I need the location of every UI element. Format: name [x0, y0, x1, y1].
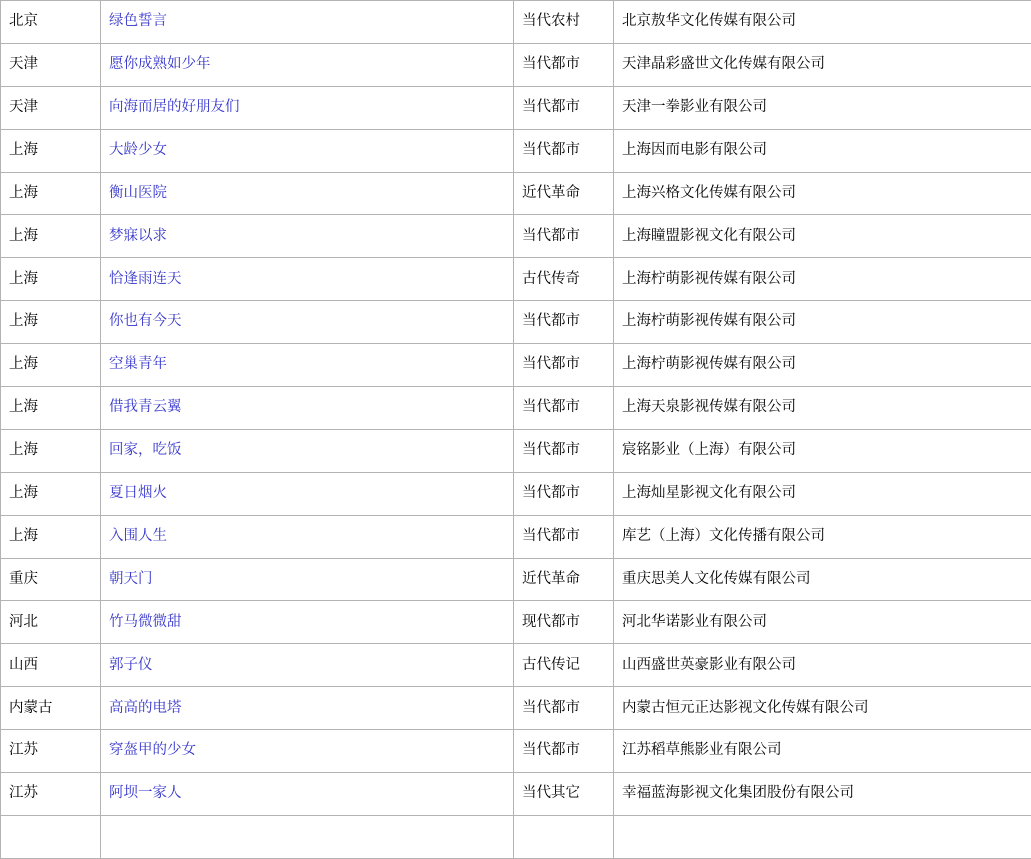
- cell-title[interactable]: [101, 815, 514, 858]
- cell-title[interactable]: [101, 515, 514, 558]
- cell-genre: 古代传奇: [514, 258, 614, 301]
- title-link[interactable]: 竹马微微甜: [109, 614, 182, 630]
- cell-title[interactable]: [101, 773, 514, 816]
- title-link[interactable]: 梦寐以求: [109, 228, 167, 244]
- cell-company: [614, 815, 1031, 858]
- cell-title[interactable]: [101, 215, 514, 258]
- cell-region: 山西: [1, 644, 101, 687]
- table-row: [1, 215, 1031, 258]
- table-row: [1, 687, 1031, 730]
- cell-company: 上海灿星影视文化有限公司: [614, 472, 1031, 515]
- table-row: [1, 601, 1031, 644]
- title-link[interactable]: 你也有今天: [109, 313, 182, 329]
- cell-genre: 当代都市: [514, 730, 614, 773]
- cell-region: 上海: [1, 344, 101, 387]
- cell-title[interactable]: [101, 1, 514, 44]
- cell-title[interactable]: [101, 172, 514, 215]
- cell-company: 上海瞳盟影视文化有限公司: [614, 215, 1031, 258]
- cell-title[interactable]: [101, 301, 514, 344]
- cell-genre: 当代都市: [514, 472, 614, 515]
- title-link[interactable]: 回家，吃饭: [109, 442, 182, 458]
- cell-region: 上海: [1, 301, 101, 344]
- table-row: [1, 644, 1031, 687]
- table-row: [1, 472, 1031, 515]
- table-row: [1, 86, 1031, 129]
- title-link[interactable]: 空巢青年: [109, 356, 167, 372]
- cell-genre: 当代都市: [514, 43, 614, 86]
- title-link[interactable]: 大龄少女: [109, 142, 167, 158]
- title-link[interactable]: 向海而居的好朋友们: [109, 99, 240, 115]
- title-link[interactable]: 衡山医院: [109, 185, 167, 201]
- table-row: [1, 815, 1031, 858]
- table-row: [1, 301, 1031, 344]
- table-row: [1, 558, 1031, 601]
- cell-genre: 近代革命: [514, 172, 614, 215]
- table-row: [1, 387, 1031, 430]
- cell-company: 天津晶彩盛世文化传媒有限公司: [614, 43, 1031, 86]
- cell-company: 上海兴格文化传媒有限公司: [614, 172, 1031, 215]
- title-link[interactable]: 借我青云翼: [109, 399, 182, 415]
- table-row: [1, 515, 1031, 558]
- cell-title[interactable]: [101, 86, 514, 129]
- table-row: [1, 429, 1031, 472]
- table-row: [1, 43, 1031, 86]
- cell-company: 河北华诺影业有限公司: [614, 601, 1031, 644]
- table-row: [1, 129, 1031, 172]
- title-link[interactable]: 高高的电塔: [109, 700, 182, 716]
- cell-region: 北京: [1, 1, 101, 44]
- title-link[interactable]: 穿盔甲的少女: [109, 742, 196, 758]
- cell-genre: 当代都市: [514, 429, 614, 472]
- cell-title[interactable]: [101, 730, 514, 773]
- cell-genre: 当代都市: [514, 301, 614, 344]
- cell-region: 江苏: [1, 773, 101, 816]
- cell-title[interactable]: [101, 43, 514, 86]
- title-link[interactable]: 阿坝一家人: [109, 785, 182, 801]
- cell-company: 天津一拳影业有限公司: [614, 86, 1031, 129]
- cell-company: 上海柠萌影视传媒有限公司: [614, 344, 1031, 387]
- cell-company: 幸福蓝海影视文化集团股份有限公司: [614, 773, 1031, 816]
- cell-genre: 近代革命: [514, 558, 614, 601]
- table-row: [1, 1, 1031, 44]
- cell-company: 重庆思美人文化传媒有限公司: [614, 558, 1031, 601]
- cell-title[interactable]: [101, 429, 514, 472]
- cell-genre: 当代都市: [514, 215, 614, 258]
- cell-title[interactable]: [101, 644, 514, 687]
- cell-title[interactable]: [101, 472, 514, 515]
- table-row: [1, 344, 1031, 387]
- cell-genre: 当代都市: [514, 86, 614, 129]
- table-row: [1, 730, 1031, 773]
- cell-company: 江苏稻草熊影业有限公司: [614, 730, 1031, 773]
- cell-title[interactable]: [101, 344, 514, 387]
- table-row: [1, 258, 1031, 301]
- cell-region: 上海: [1, 215, 101, 258]
- cell-genre: 当代其它: [514, 773, 614, 816]
- cell-company: 上海因而电影有限公司: [614, 129, 1031, 172]
- cell-title[interactable]: [101, 387, 514, 430]
- cell-genre: 当代都市: [514, 687, 614, 730]
- cell-company: 山西盛世英豪影业有限公司: [614, 644, 1031, 687]
- cell-company: 上海天泉影视传媒有限公司: [614, 387, 1031, 430]
- cell-genre: 当代都市: [514, 515, 614, 558]
- cell-genre: 现代都市: [514, 601, 614, 644]
- cell-region: 上海: [1, 387, 101, 430]
- title-link[interactable]: 绿色誓言: [109, 13, 167, 29]
- title-link[interactable]: 入围人生: [109, 528, 167, 544]
- cell-title[interactable]: [101, 687, 514, 730]
- cell-region: 重庆: [1, 558, 101, 601]
- cell-region: 上海: [1, 129, 101, 172]
- cell-title[interactable]: [101, 129, 514, 172]
- cell-title[interactable]: [101, 601, 514, 644]
- cell-region: 上海: [1, 258, 101, 301]
- cell-region: 内蒙古: [1, 687, 101, 730]
- cell-region: 上海: [1, 429, 101, 472]
- cell-genre: 当代农村: [514, 1, 614, 44]
- cell-region: 天津: [1, 86, 101, 129]
- cell-title[interactable]: [101, 558, 514, 601]
- title-link[interactable]: 恰逢雨连天: [109, 271, 182, 287]
- cell-company: 上海柠萌影视传媒有限公司: [614, 258, 1031, 301]
- cell-company: 上海柠萌影视传媒有限公司: [614, 301, 1031, 344]
- cell-region: 上海: [1, 172, 101, 215]
- cell-region: 河北: [1, 601, 101, 644]
- title-link[interactable]: 夏日烟火: [109, 485, 167, 501]
- cell-company: 宸铭影业（上海）有限公司: [614, 429, 1031, 472]
- table-row: [1, 773, 1031, 816]
- cell-region: 上海: [1, 472, 101, 515]
- cell-company: 北京敖华文化传媒有限公司: [614, 1, 1031, 44]
- table-row: [1, 172, 1031, 215]
- cell-genre: 当代都市: [514, 344, 614, 387]
- cell-title[interactable]: [101, 258, 514, 301]
- cell-genre: 当代都市: [514, 129, 614, 172]
- cell-region: 江苏: [1, 730, 101, 773]
- title-link[interactable]: 郭子仪: [109, 657, 153, 673]
- cell-genre: [514, 815, 614, 858]
- cell-genre: 古代传记: [514, 644, 614, 687]
- cell-company: 库艺（上海）文化传播有限公司: [614, 515, 1031, 558]
- cell-genre: 当代都市: [514, 387, 614, 430]
- title-link[interactable]: 朝天门: [109, 571, 153, 587]
- cell-region: 上海: [1, 515, 101, 558]
- cell-region: 天津: [1, 43, 101, 86]
- title-link[interactable]: 愿你成熟如少年: [109, 56, 211, 72]
- cell-company: 内蒙古恒元正达影视文化传媒有限公司: [614, 687, 1031, 730]
- table-body: [1, 1, 1031, 859]
- cell-region: [1, 815, 101, 858]
